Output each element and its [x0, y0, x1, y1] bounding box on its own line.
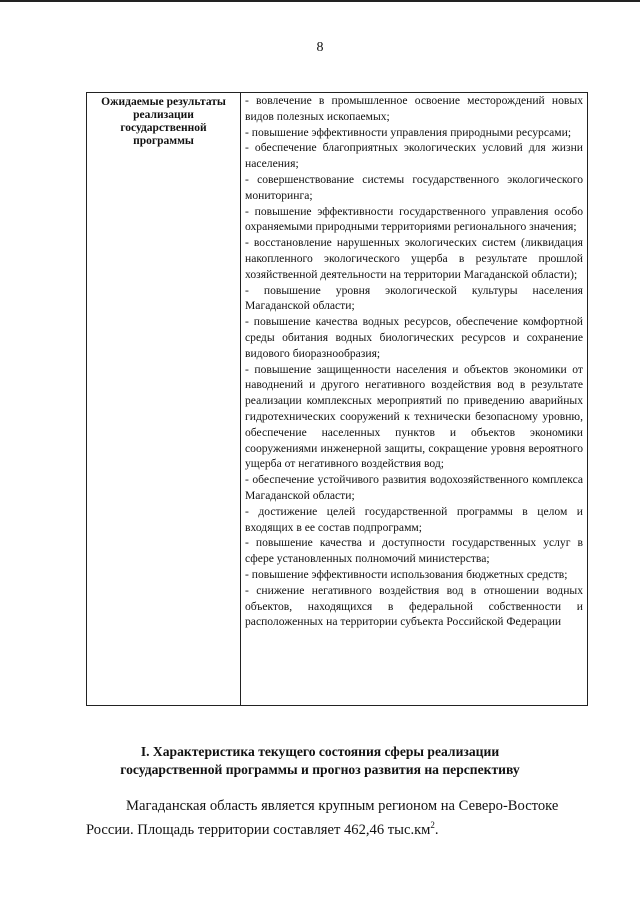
list-item: - повышение эффективности управления природными ресурсами; — [245, 125, 572, 139]
list-item: - повышение эффективности государственного управления особо охраняемыми природными территориями регионального значения; — [245, 204, 583, 234]
list-item: - снижение негативного воздействия вод в отношении водных объектов, находящихся в федеральной собственности и расположенных на территории субъекта Российской Федерации — [245, 583, 583, 629]
results-items-cell — [241, 93, 588, 706]
section-heading-line: I. Характеристика текущего состояния сферы реализации — [140, 744, 500, 759]
results-label-cell: Ожидаемые результаты реализации государственной программы — [87, 93, 241, 706]
list-item: - повышение уровня экологической культуры населения Магаданской области; — [245, 283, 583, 313]
table-row — [87, 93, 588, 706]
body-paragraph-continued — [86, 822, 596, 839]
section-heading — [100, 743, 540, 779]
list-item: - повышение качества водных ресурсов, обеспечение комфортной среды обитания водных биологических ресурсов и сохранение видового биоразнообразия; — [245, 315, 583, 360]
list-item: - восстановление нарушенных экологических систем (ликвидация накопленного экологического ущерба в результате прошлой хозяйственной деятельности на территории Магаданской области); — [245, 236, 583, 281]
paragraph-text: России. Площадь территории составляет 462,46 тыс.км — [86, 822, 431, 838]
list-item: - вовлечение в промышленное освоение месторождений новых видов полезных ископаемых; — [245, 94, 583, 123]
body-paragraph: Магаданская область является крупным регионом на Северо-Востоке — [126, 798, 559, 814]
list-item: - повышение эффективности использования бюджетных средств; — [245, 567, 568, 581]
paragraph-end: . — [434, 822, 439, 838]
list-item: - достижение целей государственной программы в целом и входящих в ее состав подпрограмм; — [245, 504, 583, 534]
expected-results-table — [86, 92, 588, 706]
list-item: - повышение качества и доступности государственных услуг в сфере установленных полномочий министерства; — [245, 536, 583, 566]
list-item: - обеспечение устойчивого развития водохозяйственного комплекса Магаданской области; — [245, 473, 583, 502]
top-border-line — [0, 0, 640, 2]
list-item: - обеспечение благоприятных экологических условий для жизни населения; — [245, 141, 583, 171]
list-item: - повышение защищенности населения и объектов экономики от наводнений и другого негативного воздействия вод в результате реализации комплексных мероприятий по приведению аварийных гидротехнических сооружений к технически безопасному уровню, обеспечение населенных пунктов и объектов экономики сооружениями инженерной защиты, сокращение уровня вероятного ущерба от негативного воздействия вод; — [245, 362, 583, 471]
superscript: 2 — [430, 820, 435, 831]
list-item: - совершенствование системы государственного экологического мониторинга; — [245, 172, 583, 202]
page-number: 8 — [316, 40, 324, 55]
section-heading-line: государственной программы и прогноз развития на перспективу — [120, 762, 520, 777]
